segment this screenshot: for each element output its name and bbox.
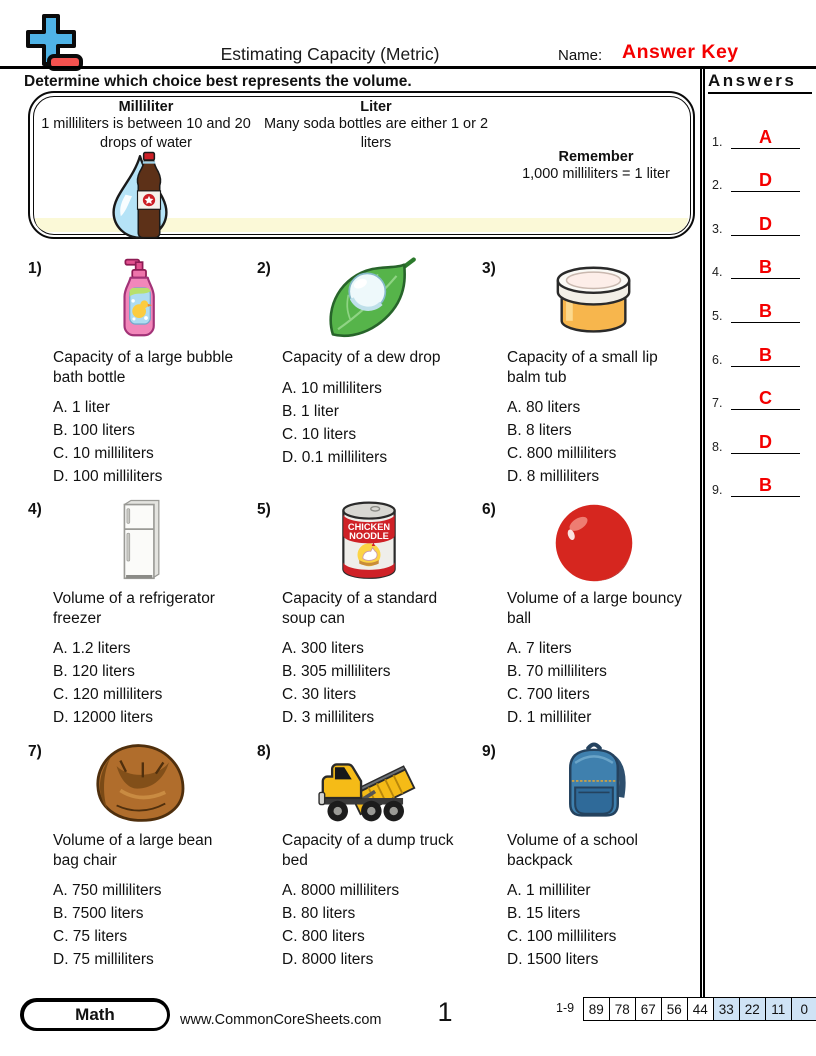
answers-panel [700,69,812,997]
question-5 [257,496,482,738]
option-c: C. 75 liters [53,928,128,945]
option-c: C. 10 liters [282,425,357,443]
milliliter-text: 1 milliliters is between 10 and 20 drops of water [41,116,251,151]
soup-can-icon [309,498,429,584]
commoncoresheets-logo-icon [16,12,90,74]
liter-title: Liter [360,99,392,115]
answer-value: D [731,433,800,454]
option-d: D. 12000 liters [53,709,153,726]
answer-value: B [731,346,800,367]
answer-value: B [731,302,800,323]
answer-value: C [731,389,800,410]
question-number: 6) [482,501,496,518]
refrigerator-icon [80,498,200,584]
score-cell: 44 [687,997,715,1021]
question-caption: Capacity of a dump truck bed [282,832,454,869]
option-d: D. 75 milliliters [53,951,154,968]
question-caption: Volume of a large bouncy ball [507,590,682,627]
option-d: D. 8000 liters [282,951,374,968]
score-cell: 11 [765,997,793,1021]
answer-number: 9. [712,483,723,498]
question-7 [28,738,257,983]
option-d: D. 3 milliliters [282,709,375,726]
question-caption: Volume of a large bean bag chair [53,832,213,869]
question-number: 3) [482,260,496,277]
answer-row-7 [705,372,812,416]
option-b: B. 70 milliliters [507,663,607,680]
subject-badge [20,998,170,1031]
option-a: A. 1 milliliter [507,882,591,899]
page-number: 1 [437,997,453,1027]
answer-value: D [731,215,800,236]
answer-number: 2. [712,178,723,193]
website-link: www.CommonCoreSheets.com [180,1012,382,1028]
answer-row-1 [705,110,812,154]
question-1 [28,255,257,496]
answer-key-label: Answer Key [622,41,739,63]
question-options [53,396,257,488]
lip-balm-tub-icon [534,257,654,343]
option-b: B. 7500 liters [53,905,144,922]
option-d: D. 100 milliliters [53,468,163,485]
bean-bag-chair-icon [80,740,200,826]
option-d: D. 0.1 milliliters [282,448,388,466]
question-caption: Capacity of a small lip balm tub [507,349,658,386]
option-a: A. 7 liters [507,640,572,657]
question-caption: Volume of a school backpack [507,832,638,869]
option-b: B. 8 liters [507,422,572,439]
answer-number: 4. [712,265,723,280]
answer-row-3 [705,197,812,241]
option-c: C. 100 milliliters [507,928,617,945]
svg-text:CHICKEN: CHICKEN [347,522,391,533]
dump-truck-icon [309,740,429,826]
option-a: A. 1.2 liters [53,640,131,657]
option-a: A. 80 liters [507,399,581,416]
reference-info-box [28,91,695,239]
svg-text:NOODLE: NOODLE [349,530,389,541]
question-options [282,377,482,469]
question-options [507,879,700,971]
score-cell: 0 [791,997,816,1021]
bubble-bath-bottle-icon [80,257,200,343]
option-d: D. 1 milliliter [507,709,592,726]
answers-title: Answers [708,71,812,94]
soda-bottle-icon [128,151,170,243]
question-number: 2) [257,260,271,277]
header-divider [0,66,816,69]
question-8 [257,738,482,983]
score-cell: 33 [713,997,741,1021]
option-a: A. 8000 milliliters [282,882,400,899]
option-c: C. 10 milliliters [53,445,154,462]
answer-number: 1. [712,134,723,149]
answer-row-2 [705,154,812,198]
question-number: 7) [28,743,42,760]
question-number: 9) [482,743,496,760]
answer-value: B [731,476,800,497]
leaf-dew-drop-icon [309,257,429,343]
answer-number: 7. [712,396,723,411]
question-4 [28,496,257,738]
question-3 [482,255,700,496]
question-9 [482,738,700,983]
milliliter-title: Milliliter [118,99,174,115]
page-title: Estimating Capacity (Metric) [220,44,440,64]
milliliter-info [40,99,252,152]
answer-number: 6. [712,352,723,367]
answer-row-9 [705,459,812,503]
name-label: Name: [558,47,603,64]
option-b: B. 305 milliliters [282,663,391,680]
question-options [53,879,257,971]
instruction-text: Determine which choice best represents the volume. [24,73,412,90]
option-a: A. 300 liters [282,640,364,657]
option-b: B. 120 liters [53,663,135,680]
question-options [507,637,700,729]
score-cell: 22 [739,997,767,1021]
score-table [584,997,816,1021]
question-6 [482,496,700,738]
question-caption: Capacity of a dew drop [282,349,441,366]
question-options [282,879,482,971]
option-b: B. 80 liters [282,905,356,922]
option-a: A. 10 milliliters [282,379,382,397]
answer-row-8 [705,415,812,459]
question-caption: Capacity of a standard soup can [282,590,438,627]
liter-text: Many soda bottles are either 1 or 2 liters [263,116,489,151]
answer-number: 8. [712,439,723,454]
option-d: D. 1500 liters [507,951,599,968]
answer-value: B [731,258,800,279]
option-d: D. 8 milliliters [507,468,600,485]
question-2 [257,255,482,496]
option-b: B. 1 liter [282,402,339,420]
question-options [53,637,257,729]
questions-grid [28,255,700,983]
backpack-icon [534,740,654,826]
bouncy-ball-icon [534,498,654,584]
option-c: C. 120 milliliters [53,686,163,703]
answer-value: D [731,171,800,192]
answers-list [705,94,812,502]
remember-text: 1,000 milliliters = 1 liter [522,166,670,182]
question-options [282,637,482,729]
option-a: A. 750 milliliters [53,882,162,899]
question-caption: Capacity of a large bubble bath bottle [53,349,234,386]
answer-number: 5. [712,308,723,323]
option-c: C. 700 liters [507,686,590,703]
question-number: 5) [257,501,271,518]
remember-title: Remember [558,149,634,165]
score-cell: 67 [635,997,663,1021]
score-cell: 56 [661,997,689,1021]
subject-label: Math [24,1002,167,1028]
answer-row-6 [705,328,812,372]
option-c: C. 800 milliliters [507,445,617,462]
question-number: 4) [28,501,42,518]
answer-number: 3. [712,221,723,236]
answer-value: A [731,128,800,149]
option-c: C. 30 liters [282,686,357,703]
question-options [507,396,700,488]
liter-info [256,99,496,152]
remember-note [498,149,694,184]
score-range-label: 1-9 [556,1001,575,1015]
option-b: B. 15 liters [507,905,581,922]
score-cell: 89 [583,997,611,1021]
answer-row-5 [705,284,812,328]
score-cell: 78 [609,997,637,1021]
question-number: 1) [28,260,42,277]
option-c: C. 800 liters [282,928,365,945]
question-number: 8) [257,743,271,760]
option-b: B. 100 liters [53,422,135,439]
question-caption: Volume of a refrigerator freezer [53,590,215,627]
answer-row-4 [705,241,812,285]
option-a: A. 1 liter [53,399,110,416]
